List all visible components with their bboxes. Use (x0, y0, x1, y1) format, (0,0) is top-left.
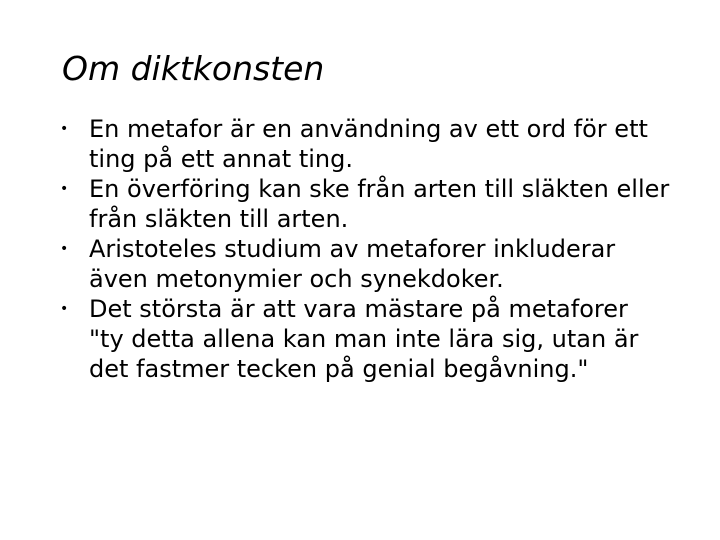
bullet-item (60, 294, 670, 384)
bullet-text: Det största är att vara mästare på metaforer "ty detta allena kan man inte lära sig, utan är det fastmer tecken på genial begåvning." (89, 295, 639, 383)
bullet-item (60, 174, 670, 234)
bullet-dot-icon: • (60, 241, 69, 257)
bullet-text: Aristoteles studium av metaforer inkluderar även metonymier och synekdoker. (89, 235, 616, 293)
slide-title: Om diktkonsten (62, 49, 325, 88)
bullet-dot-icon: • (60, 301, 69, 317)
bullet-text: En överföring kan ske från arten till släkten eller från släkten till arten. (89, 175, 670, 233)
bullet-dot-icon: • (60, 181, 69, 197)
bullet-dot-icon: • (60, 121, 69, 137)
bullet-text: En metafor är en användning av ett ord för ett ting på ett annat ting. (89, 115, 648, 173)
bullet-item (60, 114, 670, 174)
bullet-item (60, 234, 670, 294)
bullet-list (60, 114, 670, 384)
